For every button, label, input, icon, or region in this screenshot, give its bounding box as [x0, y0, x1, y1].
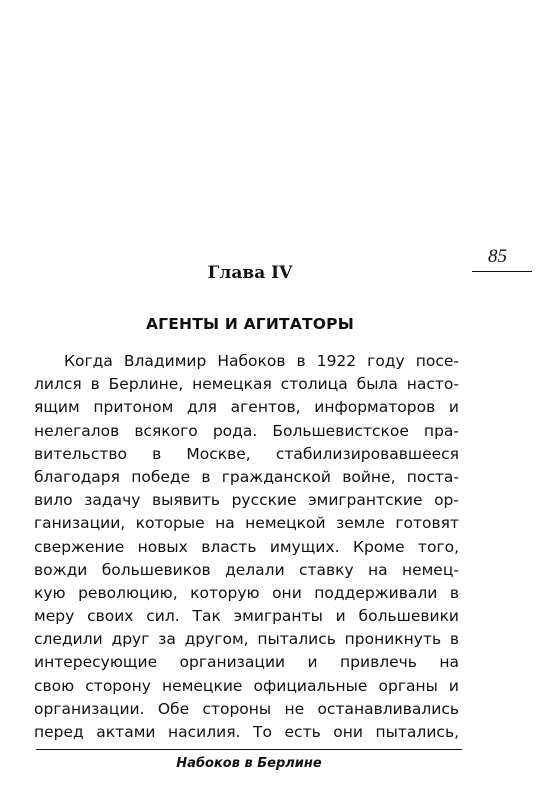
body-line: благодаря победе в гражданской войне, поста-: [34, 467, 459, 486]
body-line: кую революцию, которую они поддерживали в: [34, 583, 459, 602]
body-line: свержение новых власть имущих. Кроме того,: [34, 537, 459, 556]
body-line: меру своих сил. Так эмигранты и большевики: [34, 607, 459, 626]
body-line: лился в Берлине, немецкая столица была насто-: [34, 375, 459, 394]
body-line: свою сторону немецкие официальные органы и: [34, 676, 459, 695]
body-line: перед актами насилия. То есть они пытались,: [34, 723, 459, 741]
body-line: ящим притоном для агентов, информаторов и: [34, 398, 459, 417]
body-line: интересующие организации и привлечь на: [34, 653, 459, 672]
body-line: вожди большевиков делали ставку на немец-: [34, 560, 459, 579]
body-line: вительство в Москве, стабилизировавшееся: [34, 444, 459, 463]
chapter-label: Глава IV: [207, 263, 293, 283]
body-text: [34, 350, 459, 744]
body-line: Когда Владимир Набоков в 1922 году посе-: [64, 352, 459, 370]
body-line: организации. Обе стороны не останавливались: [34, 699, 459, 718]
body-line: ганизации, которые на немецкой земле готовят: [34, 514, 459, 533]
footer-title: Набоков в Берлине: [176, 756, 322, 771]
body-line: вило задачу выявить русские эмигрантские ор-: [34, 491, 459, 510]
page-number: 85: [488, 246, 507, 267]
chapter-title: АГЕНТЫ И АГИТАТОРЫ: [145, 315, 354, 333]
footer-rule: [36, 749, 462, 750]
body-line: нелегалов всякого рода. Большевистское пра-: [34, 421, 459, 440]
body-line: следили друг за другом, пытались проникнуть в: [34, 630, 459, 649]
